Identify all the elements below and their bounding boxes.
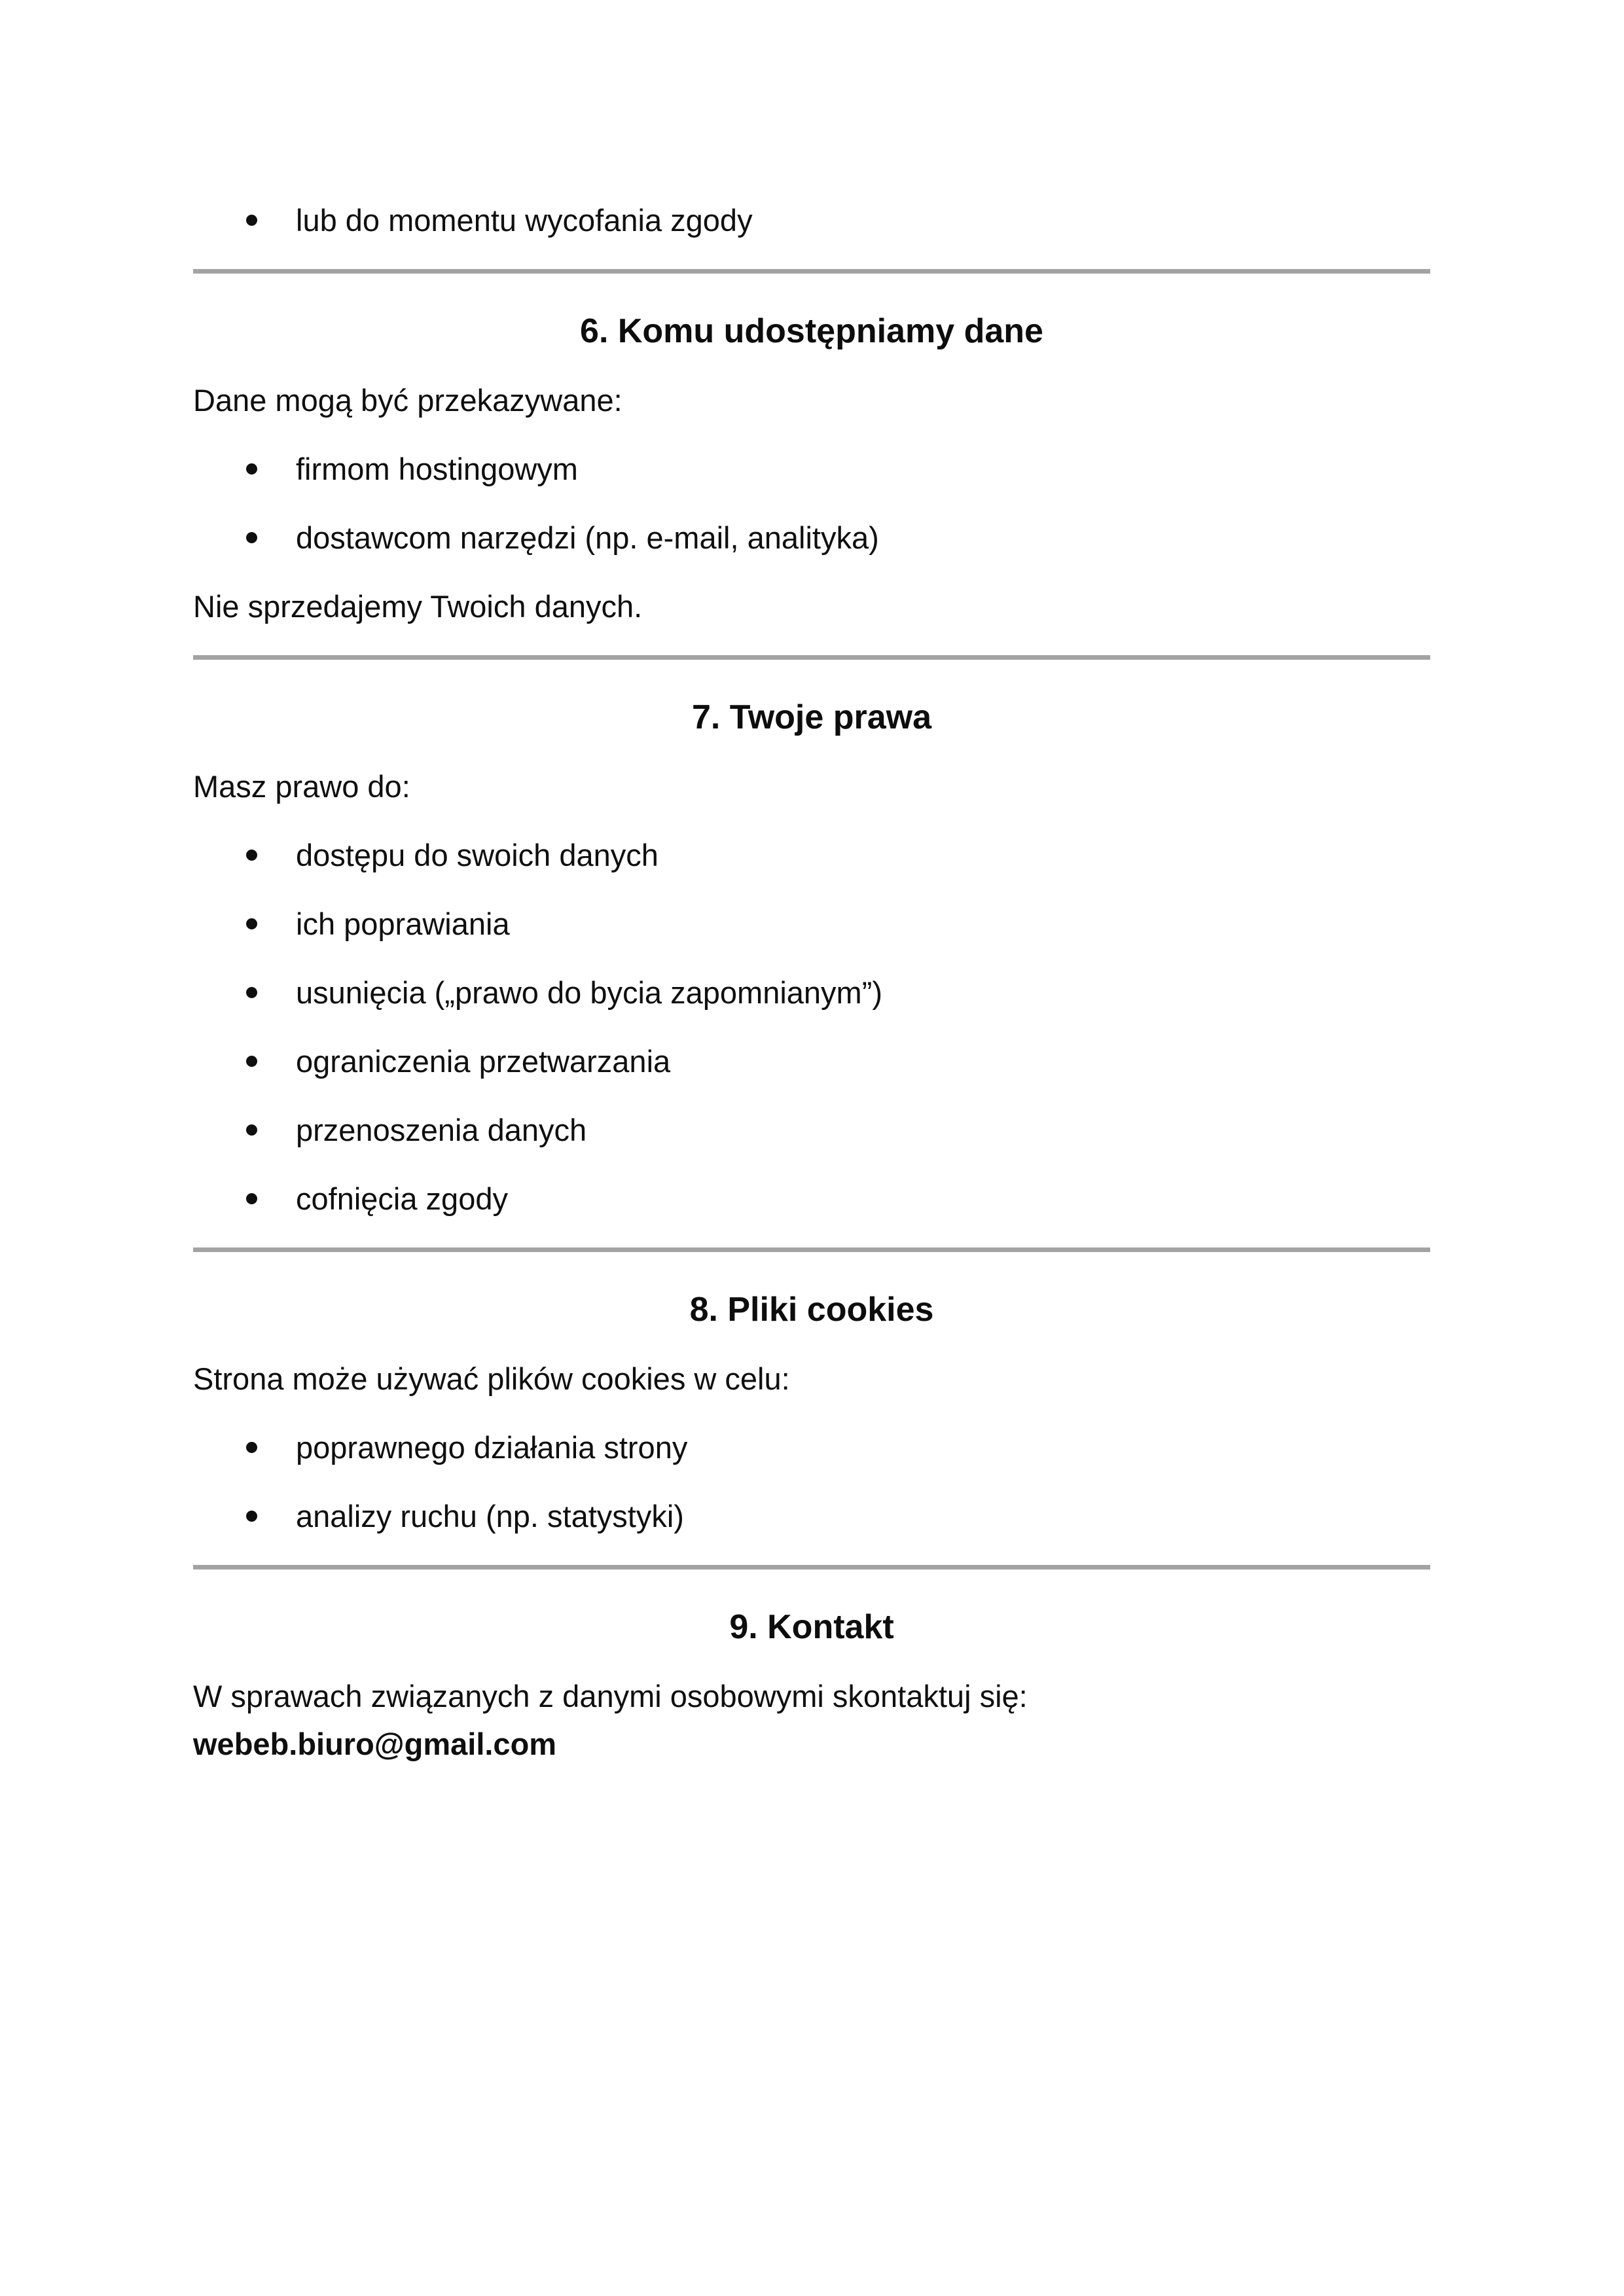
bullet-icon (246, 987, 257, 998)
list-item (193, 196, 1430, 244)
bullet-icon (246, 918, 257, 929)
bullet-icon (246, 850, 257, 861)
list-item-text: poprawnego działania strony (296, 1430, 688, 1465)
list-item (193, 900, 1430, 948)
list-item-text: usunięcia („prawo do bycia zapomnianym”) (296, 975, 883, 1010)
contact-email: webeb.biuro@gmail.com (193, 1727, 557, 1761)
section-divider (193, 1565, 1430, 1570)
bullet-icon (246, 1442, 257, 1453)
section-heading: 8. Pliki cookies (689, 1291, 934, 1329)
list-item (193, 1424, 1430, 1471)
section-heading: 7. Twoje prawa (691, 698, 932, 736)
bullet-icon (246, 1124, 257, 1136)
list-item-text: przenoszenia danych (296, 1113, 587, 1147)
list-item (193, 1106, 1430, 1154)
list-item (193, 969, 1430, 1016)
bullet-icon (246, 1056, 257, 1067)
list-item-text: ich poprawiania (296, 906, 510, 941)
paragraph: Nie sprzedajemy Twoich danych. (193, 589, 643, 624)
list-item-text: cofnięcia zgody (296, 1181, 508, 1216)
bullet-icon (246, 1511, 257, 1522)
list-item (193, 445, 1430, 493)
bullet-icon (246, 463, 257, 475)
section-heading: 6. Komu udostępniamy dane (580, 312, 1043, 350)
paragraph: Strona może używać plików cookies w celu: (193, 1361, 790, 1396)
list-item-text: dostawcom narzędzi (np. e-mail, analityka) (296, 520, 879, 555)
list-item (193, 1037, 1430, 1085)
section-divider (193, 1247, 1430, 1252)
list-item (193, 831, 1430, 879)
list-item-text: firmom hostingowym (296, 452, 578, 486)
list-item-text: ograniczenia przetwarzania (296, 1044, 671, 1079)
list-item-text: analizy ruchu (np. statystyki) (296, 1499, 684, 1534)
contact-text: W sprawach związanych z danymi osobowymi skontaktuj się: (193, 1679, 1028, 1713)
section-heading: 9. Kontakt (729, 1608, 894, 1646)
section-divider (193, 655, 1430, 660)
bullet-icon (246, 1193, 257, 1204)
paragraph: Dane mogą być przekazywane: (193, 383, 623, 418)
paragraph: Masz prawo do: (193, 769, 410, 804)
bullet-icon (246, 532, 257, 543)
section-divider (193, 269, 1430, 274)
bullet-icon (246, 215, 257, 226)
list-item-text: dostępu do swoich danych (296, 838, 659, 872)
list-item (193, 514, 1430, 562)
list-item (193, 1175, 1430, 1223)
list-item-text: lub do momentu wycofania zgody (296, 203, 753, 238)
list-item (193, 1492, 1430, 1540)
